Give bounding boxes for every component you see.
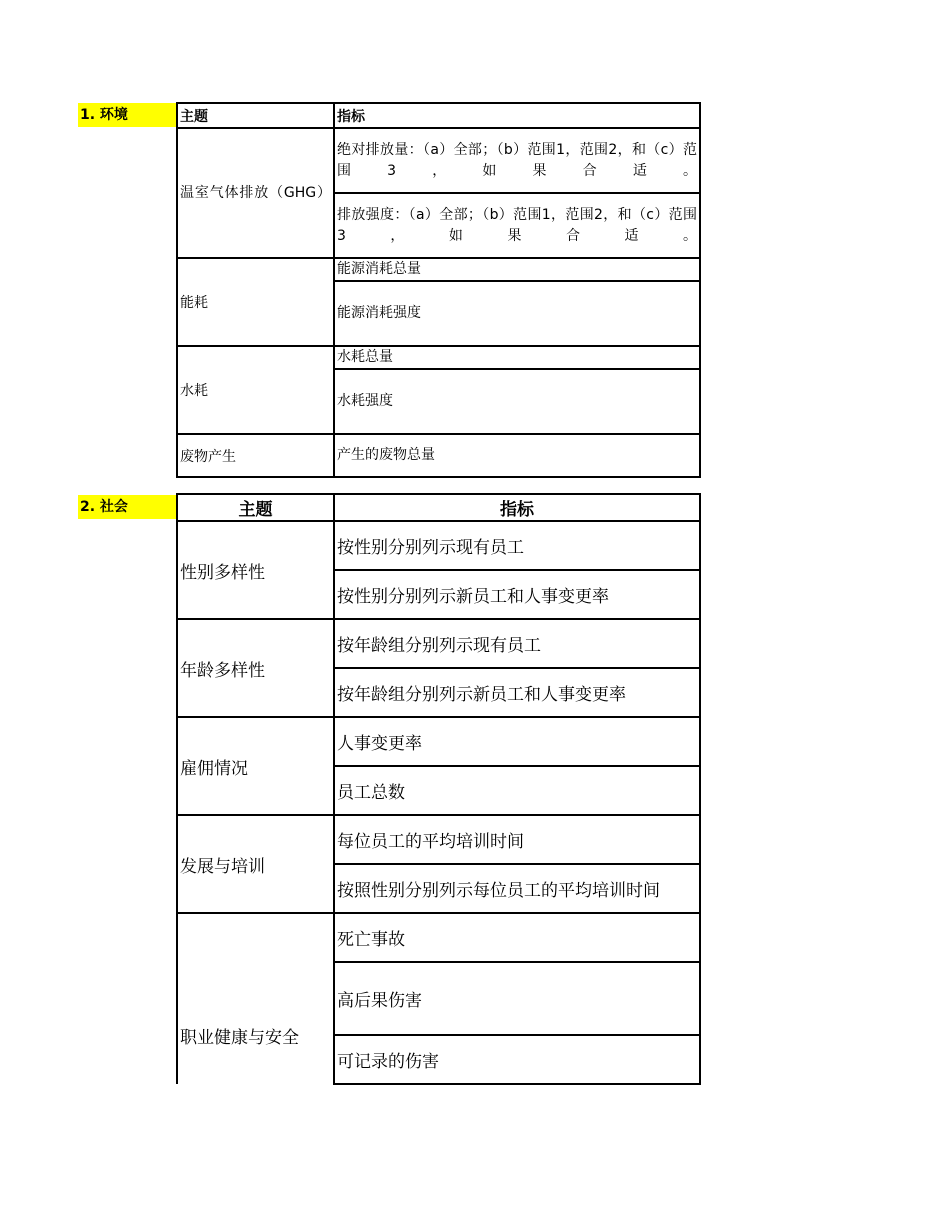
indicator-training-gender: 按照性别分别列示每位员工的平均培训时间 — [334, 864, 700, 913]
table-header-row — [177, 103, 700, 128]
indicator-energy-intensity: 能源消耗强度 — [334, 281, 700, 346]
environment-table — [176, 102, 701, 478]
indicator-high-consequence-injuries: 高后果伤害 — [334, 962, 700, 1035]
topic-health-safety: 职业健康与安全 — [177, 913, 334, 1084]
indicator-total-employees: 员工总数 — [334, 766, 700, 815]
indicator-recordable-injuries: 可记录的伤害 — [334, 1035, 700, 1084]
indicator-water-intensity: 水耗强度 — [334, 369, 700, 434]
indicator-gender-new: 按性别分别列示新员工和人事变更率 — [334, 570, 700, 619]
topic-water: 水耗 — [177, 346, 334, 434]
indicator-waste-total: 产生的废物总量 — [334, 434, 700, 477]
header-indicator: 指标 — [334, 103, 700, 128]
indicator-water-total: 水耗总量 — [334, 346, 700, 369]
table-row — [177, 346, 700, 369]
indicator-fatalities: 死亡事故 — [334, 913, 700, 962]
indicator-training-avg: 每位员工的平均培训时间 — [334, 815, 700, 864]
indicator-age-current: 按年龄组分别列示现有员工 — [334, 619, 700, 668]
indicator-turnover: 人事变更率 — [334, 717, 700, 766]
indicator-ghg-intensity: 排放强度：（a）全部；（b）范围1，范围2，和（c）范围3，如果合适。 — [334, 193, 700, 258]
header-topic: 主题 — [177, 103, 334, 128]
topic-ghg: 温室气体排放（GHG） — [177, 128, 334, 258]
topic-employment: 雇佣情况 — [177, 717, 334, 815]
table-row — [177, 717, 700, 766]
table-row — [177, 258, 700, 281]
topic-gender-diversity: 性别多样性 — [177, 521, 334, 619]
section-label-social: 2. 社会 — [78, 495, 176, 519]
header-topic: 主题 — [177, 494, 334, 521]
header-indicator: 指标 — [334, 494, 700, 521]
indicator-gender-current: 按性别分别列示现有员工 — [334, 521, 700, 570]
topic-energy: 能耗 — [177, 258, 334, 346]
topic-training: 发展与培训 — [177, 815, 334, 913]
indicator-age-new: 按年龄组分别列示新员工和人事变更率 — [334, 668, 700, 717]
topic-waste: 废物产生 — [177, 434, 334, 477]
table-row — [177, 619, 700, 668]
table-header-row — [177, 494, 700, 521]
table-row — [177, 128, 700, 193]
table-row — [177, 815, 700, 864]
indicator-ghg-absolute: 绝对排放量：（a）全部；（b）范围1，范围2，和（c）范围3，如果合适。 — [334, 128, 700, 193]
social-table — [176, 493, 701, 1085]
table-row — [177, 434, 700, 477]
indicator-energy-total: 能源消耗总量 — [334, 258, 700, 281]
table-row — [177, 913, 700, 962]
section-label-environment: 1. 环境 — [78, 103, 176, 127]
topic-age-diversity: 年龄多样性 — [177, 619, 334, 717]
table-row — [177, 521, 700, 570]
